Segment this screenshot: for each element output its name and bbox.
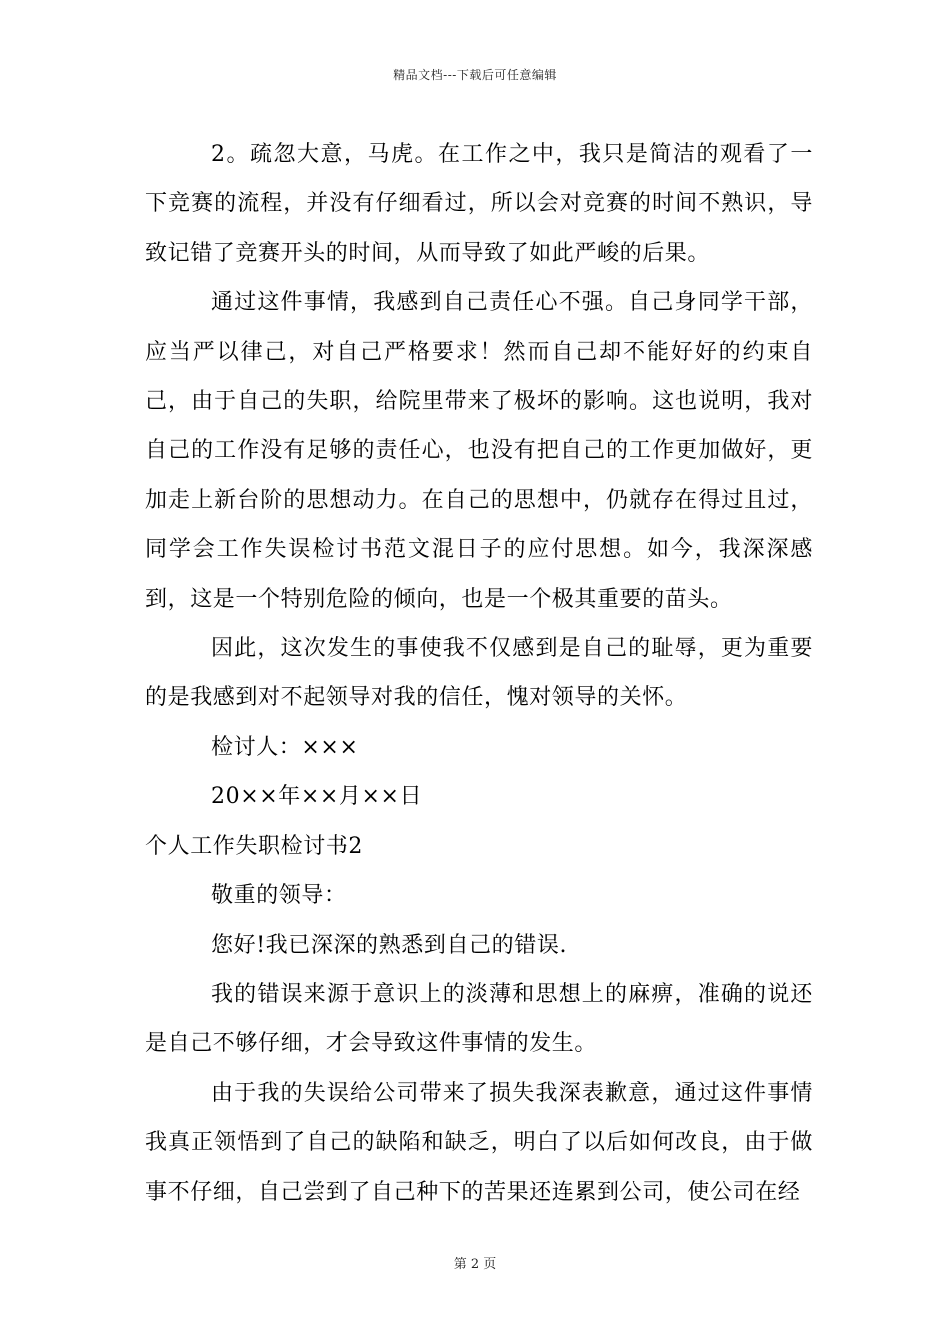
paragraph: 由于我的失误给公司带来了损失我深表歉意，通过这件事情我真正领悟到了自己的缺陷和缺乏，明白了以后如何改良，由于做事不仔细，自己尝到了自己种下的苦果还连累到公司，使公司在经 <box>145 1080 813 1205</box>
paragraph: 因此，这次发生的事使我不仅感到是自己的耻辱，更为重要的是我感到对不起领导对我的信任，愧对领导的关怀。 <box>145 636 813 711</box>
salutation: 敬重的领导： <box>211 883 347 909</box>
paragraph: 通过这件事情，我感到自己责任心不强。自己身同学干部，应当严以律己，对自己严格要求！然而自己却不能好好的约束自己，由于自己的失职，给院里带来了极坏的影响。这也说明，我对自己的工作没有足够的责任心，也没有把自己的工作更加做好，更加走上新台阶的思想动力。在自己的思想中，仍就存在得过且过，同学会工作失误检讨书范文混日子的应付思想。如今，我深深感到，这是一个特别危险的倾向，也是一个极其重要的苗头。 <box>145 290 813 612</box>
page-number: 第 2 页 <box>453 1257 497 1272</box>
paragraph: 我的错误来源于意识上的淡薄和思想上的麻痹，准确的说还是自己不够仔细，才会导致这件事情的发生。 <box>145 981 813 1057</box>
paragraph: 2。疏忽大意，马虎。在工作之中，我只是简洁的观看了一下竞赛的流程，并没有仔细看过，所以会对竞赛的时间不熟识，导致记错了竞赛开头的时间，从而导致了如此严峻的后果。 <box>145 142 813 266</box>
document-body <box>145 130 813 1217</box>
section-title: 个人工作失职检讨书2 <box>145 833 363 859</box>
signature-line: 检讨人：××× <box>211 734 359 760</box>
date-line: 20××年××月××日 <box>211 784 423 810</box>
greeting: 您好!我已深深的熟悉到自己的错误. <box>211 932 568 958</box>
page-header: 精品文档---下载后可任意编辑 <box>393 68 557 82</box>
